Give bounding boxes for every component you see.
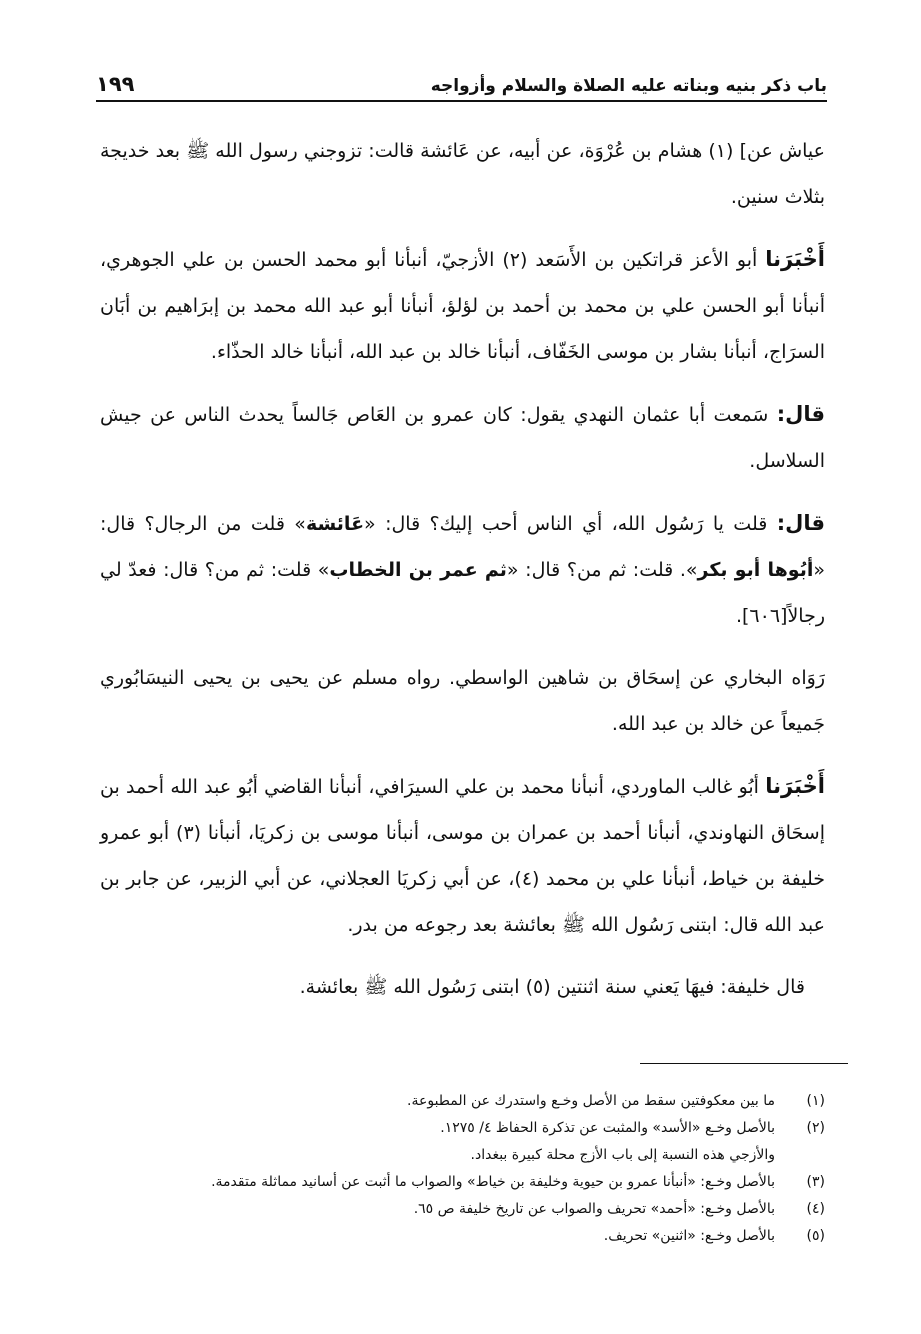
paragraph-1 [100,128,825,220]
quote-abu-bakr: أبُوها أبو بكر [697,559,814,581]
paragraph-7-text: قال خليفة: فيهَا يَعني سنة اثنتين (٥) ابتنى رَسُول الله ﷺ بعائشة. [299,976,805,998]
page-header [96,62,827,102]
footnotes [96,1088,825,1250]
paragraph-4-text-c: ». قلت: ثم من؟ قال: « [506,559,698,581]
paragraph-3-text: سَمعت أبا عثمان النهدي يقول: كان عمرو بن العَاص جَالساً يحدث الناس عن جيش السلاسل. [100,404,825,472]
footnote-text: بالأصل وخـع «الأسد» والمثبت عن تذكرة الحفاظ ٤/ ١٢٧٥. [440,1120,775,1136]
footnote-divider [640,1063,848,1064]
running-title: باب ذكر بنيه وبناته عليه الصلاة والسلام وأزواجه [430,76,827,96]
footnote-5 [96,1223,825,1250]
paragraph-4 [100,500,825,639]
keyword-akhbarana: أَخْبَرَنا [765,247,825,271]
quote-umar: ثم عمر بن الخطاب [329,559,507,581]
keyword-qal: قال: [776,402,825,426]
footnote-number: (٣) [806,1174,825,1190]
keyword-qal: قال: [776,511,825,535]
footnote-number: (١) [806,1093,825,1109]
paragraph-3 [100,391,825,484]
paragraph-5 [100,655,825,747]
footnote-number: (٥) [806,1228,825,1244]
page-number: ١٩٩ [96,72,135,96]
footnote-text: بالأصل وخـع: «أحمد» تحريف والصواب عن تاريخ خليفة ص ٦٥. [413,1201,775,1217]
paragraph-6-text: أبُو غالب الماوردي، أنبأنا محمد بن علي السيرَافي، أنبأنا القاضي أبُو عبد الله أحمد بن إسحَاق النهاوندي، أنبأنا أحمد بن عمران بن موسى، أنبأنا موسى بن زكريَا، أنبأنا (٣) أبو عمرو خليفة بن خياط، أنبأنا علي بن محمد (٤)، عن أبي زكريَا العجلاني، عن أبي الزبير، عن جابر بن عبد الله قال: ابتنى رَسُول الله ﷺ بعائشة بعد رجوعه من بدر. [100,776,826,936]
paragraph-1-text: عياش عن] (١) هشام بن عُرْوَة، عن أبيه، عن عَائشة قالت: تزوجني رسول الله ﷺ بعد خديجة بثلاث سنين. [100,140,826,208]
footnote-3 [96,1169,825,1196]
footnote-text: بالأصل وخـع: «أنبأنا عمرو بن حيوية وخليفة بن خياط» والصواب ما أثبت عن أسانيد مماثلة متقدمة. [211,1174,775,1190]
paragraph-6 [100,763,825,948]
footnote-2-continuation: والأزجي هذه النسبة إلى باب الأزج محلة كبيرة ببغداد. [470,1147,775,1163]
paragraph-2 [100,236,825,375]
footnote-2 [96,1115,825,1142]
footnote-number: (٤) [806,1201,825,1217]
keyword-akhbarana: أَخْبَرَنا [765,774,825,798]
footnote-text: ما بين معكوفتين سقط من الأصل وخـع واستدرك عن المطبوعة. [407,1093,775,1109]
footnote-1 [96,1088,825,1115]
paragraph-4-text-a: قلت يا رَسُول الله، أي الناس أحب إليك؟ قال: « [364,513,777,535]
quote-aisha: عَائشة [305,513,365,535]
paragraph-4-text-d: » قلت: ثم من؟ قال: فعدّ لي رجالاً[٦٠٦]. [100,559,825,627]
paragraph-7 [100,964,825,1010]
footnote-number: (٢) [806,1120,825,1136]
paragraph-5-text: رَوَاه البخاري عن إسحَاق بن شاهين الواسطي. رواه مسلم عن يحيى بن يحيى النيسَابُوري جَميعاً عن خالد بن عبد الله. [100,667,825,735]
main-text [100,128,825,1026]
paragraph-2-text: أبو الأعز قراتكين بن الأَسَعد (٢) الأزجيّ، أنبأنا أبو محمد الحسن بن علي الجوهري، أنبأنا أبو الحسن علي بن محمد بن أحمد بن لؤلؤ، أنبأنا أبو عبد الله محمد بن إبرَاهيم بن أبَان السرَاج، أنبأنا بشار بن موسى الخَفّاف، أنبأنا خالد بن عبد الله، أنبأنا خالد الحذّاء. [100,249,825,363]
footnote-4 [96,1196,825,1223]
footnote-text: بالأصل وخـع: «اثنين» تحريف. [603,1228,775,1244]
paragraph-4-text-b: » قلت من الرجال؟ قال: « [100,513,825,581]
